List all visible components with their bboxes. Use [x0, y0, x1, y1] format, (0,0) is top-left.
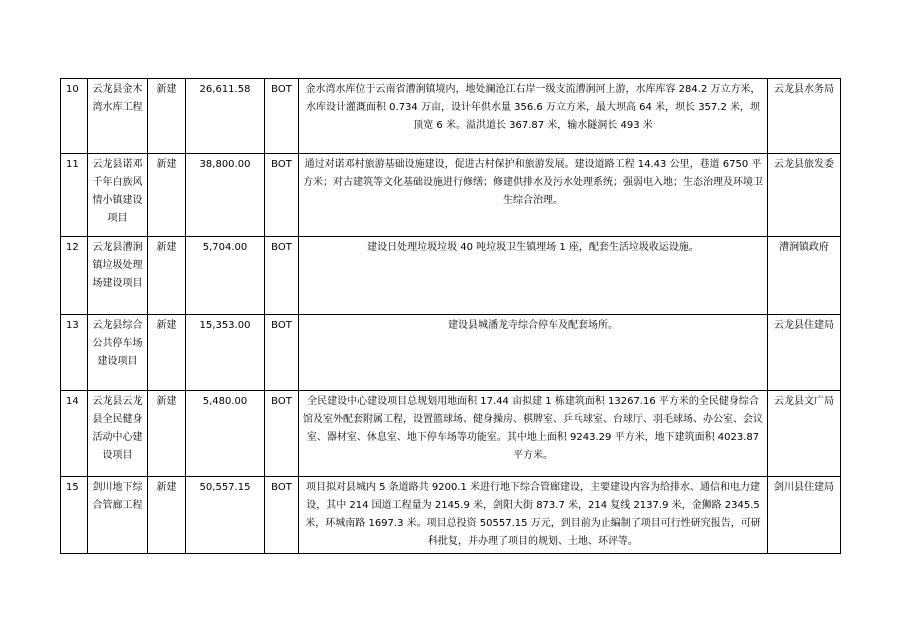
investment-amount: 5,480.00	[186, 391, 265, 477]
responsible-unit: 漕涧镇政府	[768, 237, 841, 315]
project-name: 云龙县云龙县全民健身活动中心建设项目	[88, 391, 148, 477]
investment-amount: 50,557.15	[186, 477, 265, 554]
investment-amount: 38,800.00	[186, 154, 265, 237]
responsible-unit: 云龙县水务局	[768, 79, 841, 154]
responsible-unit: 剑川县住建局	[768, 477, 841, 554]
row-number: 10	[61, 79, 88, 154]
project-description: 建设日处理垃圾垃圾 40 吨垃圾卫生镇埋场 1 座，配套生活垃圾收运设施。	[299, 237, 768, 315]
investment-amount: 26,611.58	[186, 79, 265, 154]
row-number: 15	[61, 477, 88, 554]
project-type: 新建	[148, 391, 186, 477]
project-type: 新建	[148, 477, 186, 554]
table-row	[61, 154, 841, 237]
cooperation-mode: BOT	[265, 315, 299, 391]
project-description: 项目拟对县城内 5 条道路共 9200.1 米进行地下综合管廊建设，主要建设内容为给排水、通信和电力建设，其中 214 国道工程量为 2145.9 米，剑阳大街 873.7 米，214 复线 2137.9 米，金狮路 2345.5 米，环城南路 1697.3 米。项目总投资 50557.15 万元，到目前为止编制了项目可行性研究报告，可研科批复，并办理了项目的规划、土地、环评等。	[299, 477, 768, 554]
row-number: 13	[61, 315, 88, 391]
project-type: 新建	[148, 154, 186, 237]
project-type: 新建	[148, 79, 186, 154]
table-row	[61, 315, 841, 391]
project-name: 云龙县漕涧镇垃圾处理场建设项目	[88, 237, 148, 315]
project-description: 建设县城潘龙寺综合停车及配套场所。	[299, 315, 768, 391]
table-row	[61, 477, 841, 554]
investment-amount: 15,353.00	[186, 315, 265, 391]
project-type: 新建	[148, 237, 186, 315]
responsible-unit: 云龙县文广局	[768, 391, 841, 477]
responsible-unit: 云龙县住建局	[768, 315, 841, 391]
table-row	[61, 391, 841, 477]
responsible-unit: 云龙县旅发委	[768, 154, 841, 237]
project-description: 全民建设中心建设项目总规划用地面积 17.44 亩拟建 1 栋建筑面积 13267.16 平方米的全民健身综合馆及室外配套附属工程，设置篮球场、健身操房、棋牌室、乒乓球室、台球厅、羽毛球场、办公室、会议室、器材室、休息室、地下停车场等功能室。其中地上面积 9243.29 平方米，地下建筑面积 4023.87 平方米。	[299, 391, 768, 477]
row-number: 11	[61, 154, 88, 237]
cooperation-mode: BOT	[265, 79, 299, 154]
project-name: 剑川地下综合管廊工程	[88, 477, 148, 554]
cooperation-mode: BOT	[265, 477, 299, 554]
project-name: 云龙县诺邓千年白族风情小镇建设项目	[88, 154, 148, 237]
project-table	[60, 78, 841, 554]
project-description: 金水湾水库位于云南省漕涧镇境内，地处澜沧江右岸一级支流漕涧河上游，水库库容 284.2 万立方米，水库设计灌溉面积 0.734 万亩，设计年供水量 356.6 万立方米，最大坝高 64 米，坝长 357.2 米，坝顶宽 6 米。溢洪道长 367.87 米，输水隧洞长 493 米	[299, 79, 768, 154]
cooperation-mode: BOT	[265, 154, 299, 237]
project-name: 云龙县综合公共停车场建设项目	[88, 315, 148, 391]
row-number: 14	[61, 391, 88, 477]
table-row	[61, 237, 841, 315]
project-type: 新建	[148, 315, 186, 391]
row-number: 12	[61, 237, 88, 315]
cooperation-mode: BOT	[265, 237, 299, 315]
cooperation-mode: BOT	[265, 391, 299, 477]
project-name: 云龙县金木湾水库工程	[88, 79, 148, 154]
project-description: 通过对诺邓村旅游基础设施建设，促进古村保护和旅游发展。建设道路工程 14.43 公里，巷道 6750 平方米；对古建筑等文化基础设施进行修缮；修建供排水及污水处理系统；强弱电入地；生态治理及环境卫生综合治理。	[299, 154, 768, 237]
table-row	[61, 79, 841, 154]
investment-amount: 5,704.00	[186, 237, 265, 315]
